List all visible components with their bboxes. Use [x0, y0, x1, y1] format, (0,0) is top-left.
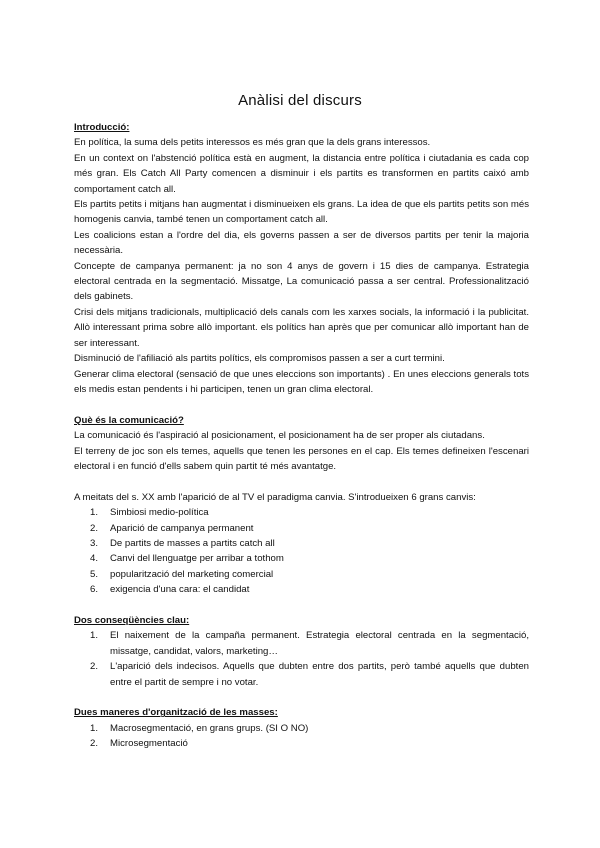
spacer: [74, 474, 529, 489]
paragraph: Els partits petits i mitjans han augmentat i disminueixen els grans. La idea de que els partits petits son més homogenis canvia, també tenen un comportament catch all.: [74, 199, 529, 226]
changes-intro: A meitats del s. XX amb l'aparició de al TV el paradigma canvia. S'introdueixen 6 grans canvis:: [74, 491, 476, 503]
paragraph: El terreny de joc son els temes, aquells que tenen les persones en el cap. Els temes defineixen l'escenari electoral i en funció d'ells sabem quin partit té més avantatge.: [74, 445, 529, 472]
document-title: Anàlisi del discurs: [238, 92, 362, 109]
list-item: 6. exigencia d'una cara: el candidat: [90, 584, 250, 596]
list-item: 5. popularització del marketing comercial: [90, 568, 274, 580]
paragraph: Generar clima electoral (sensació de que unes eleccions son importants) . En unes eleccions generals tots els medis estan pendents i hi participen, tenen un gran clima electoral.: [74, 368, 529, 395]
masses-list: [74, 721, 529, 752]
consequences-list: [74, 628, 529, 690]
paragraph: Les coalicions estan a l'ordre del dia, els governs passen a ser de diversos partits per tenir la majoria necessària.: [74, 229, 529, 257]
spacer: [74, 690, 529, 705]
section-heading-masses: Dues maneres d'organització de les masses:: [74, 707, 278, 719]
list-item: 2. L'aparició dels indecisos. Aquells que dubten entre dos partits, però també aquells que dubten entre el partit de sempre i no votar.: [90, 661, 529, 688]
changes-list: [74, 505, 529, 597]
paragraph: Crisi dels mitjans tradicionals, multiplicació dels canals com les xarxes socials, la informació i la publicitat. Allò interessant prima sobre allò important. els polítics han après que per comunicar allò important han de ser interessant.: [74, 306, 529, 349]
list-item: 2. Aparició de campanya permanent: [90, 522, 254, 534]
list-item: 1. El naixement de la campaña permanent. Estrategia electoral centrada en la segmentació, missatge, candidat, valors, marketing…: [90, 630, 529, 657]
list-item: 3. De partits de masses a partits catch all: [90, 537, 275, 549]
list-item: 2. Microsegmentació: [90, 738, 188, 750]
paragraph: Disminució de l'afiliació als partits polítics, els compromisos passen a ser a curt termini.: [74, 353, 445, 365]
paragraph: En política, la suma dels petits interessos es més gran que la dels grans interessos.: [74, 137, 431, 149]
list-item: 1. Macrosegmentació, en grans grups. (SI O NO): [90, 722, 309, 734]
paragraph: La comunicació és l'aspiració al posicionament, el posicionament ha de ser proper als ciutadans.: [74, 430, 485, 442]
paragraph: Concepte de campanya permanent: ja no son 4 anys de govern i 15 dies de campanya. Estrategia electoral centrada en la segmentació. Missatge, La comunicació passa a ser central. Professionalització dels gabinets.: [74, 260, 529, 303]
spacer: [74, 397, 529, 412]
section-heading-introduccio: Introducció:: [74, 122, 130, 133]
section-heading-consequencies: Dos conseqüències clau:: [74, 614, 190, 626]
paragraph: En un context on l'abstenció política està en augment, la distancia entre política i ciutadania es cada cop més gran. Els Catch All Party comencen a disminuir i els partits es transformen en partits caixó amb comportament catch all.: [74, 152, 529, 195]
document-body: [74, 120, 529, 752]
list-item: 4. Canvi del llenguatge per arribar a tothom: [90, 553, 284, 565]
section-heading-comunicacio: Què és la comunicació?: [74, 414, 184, 426]
spacer: [74, 598, 529, 613]
list-item: 1. Simbiosi medio-política: [90, 507, 209, 519]
